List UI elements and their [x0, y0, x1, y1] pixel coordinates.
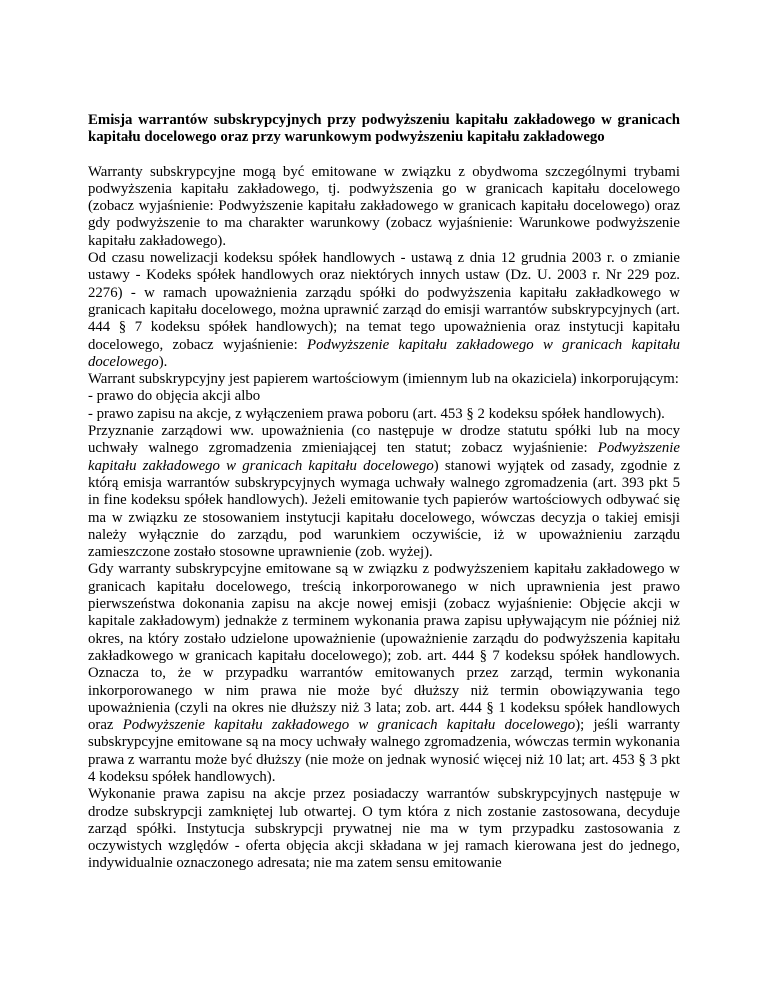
paragraph	[88, 250, 680, 371]
paragraph-text: ); jeśli warranty subskrypcyjne emitowane są na mocy uchwały walnego zgromadzenia, wówczas termin wykonania prawa z warrantu może być dłuższy (nie może on jednak wynosić więcej niż 10 lat; art. 453 § 3 pkt 4 kodeksu spółek handlowych).	[88, 717, 680, 785]
document-body	[88, 164, 680, 873]
paragraph-text: - prawo do objęcia akcji albo	[88, 388, 261, 405]
document-title: Emisja warrantów subskrypcyjnych przy podwyższeniu kapitału zakładowego w granicach kapitału docelowego oraz przy warunkowym podwyższeniu kapitału zakładowego	[88, 112, 680, 146]
paragraph-text: Wykonanie prawa zapisu na akcje przez posiadaczy warrantów subskrypcyjnych następuje w drodze subskrypcji zamkniętej lub otwartej. O tym która z nich zostanie zastosowana, decyduje zarząd spółki. Instytucja subskrypcji prywatnej nie ma w tym przypadku zastosowania z oczywistych względów - oferta objęcia akcji składana w jej ramach kierowana jest do jednego, indywidualnie oznaczonego adresata; nie ma zatem sensu emitowanie	[88, 786, 680, 872]
paragraph	[88, 561, 680, 786]
paragraph-text: ).	[158, 353, 168, 370]
paragraph-text: Warranty subskrypcyjne mogą być emitowane w związku z obydwoma szczególnymi trybami podwyższenia kapitału zakładowego, tj. podwyższenia go w granicach kapitału docelowego (zobacz wyjaśnienie: Podwyższenie kapitału zakładowego w granicach kapitału docelowego) oraz gdy podwyższenie to ma charakter warunkowy (zobacz wyjaśnienie: Warunkowe podwyższenie kapitału zakładowego).	[88, 163, 680, 249]
paragraph-text: Od czasu nowelizacji kodeksu spółek handlowych - ustawą z dnia 12 grudnia 2003 r. o zmianie ustawy - Kodeks spółek handlowych oraz niektórych innych ustaw (Dz. U. 2003 r. Nr 229 poz. 2276) - w ramach upoważnienia zarządu spółki do podwyższenia kapitału zakładkowego w granicach kapitału docelowego, można uprawnić zarząd do emisji warrantów subskrypcyjnych (art. 444 § 7 kodeksu spółek handlowych); na temat tego upoważnienia oraz instytucji kapitału docelowego, zobacz wyjaśnienie:	[88, 250, 680, 353]
paragraph-text: Przyznanie zarządowi ww. upoważnienia (co następuje w drodze statutu spółki lub na mocy uchwały walnego zgromadzenia zmieniającej ten statut; zobacz wyjaśnienie:	[88, 423, 680, 457]
paragraph	[88, 406, 680, 423]
italic-reference: Podwyższenie kapitału zakładowego w granicach kapitału docelowego	[88, 440, 680, 474]
paragraph	[88, 786, 680, 872]
document-page	[88, 112, 680, 873]
paragraph-text: - prawo zapisu na akcje, z wyłączeniem prawa poboru (art. 453 § 2 kodeksu spółek handlowych).	[88, 405, 665, 422]
italic-reference: Podwyższenie kapitału zakładowego w granicach kapitału docelowego	[88, 336, 680, 370]
paragraph	[88, 423, 680, 561]
italic-reference: Podwyższenie kapitału zakładowego w granicach kapitału docelowego	[122, 717, 576, 734]
paragraph-text: ) stanowi wyjątek od zasady, zgodnie z którą emisja warrantów subskrypcyjnych wymaga uchwały walnego zgromadzenia (art. 393 pkt 5 in fine kodeksu spółek handlowych). Jeżeli emitowanie tych papierów wartościowych odbywać się ma w związku ze stosowaniem instytucji kapitału docelowego, wówczas decyzja o takiej emisji należy wyłącznie do zarządu, pod warunkiem oczywiście, iż w upoważnieniu zarządu zamieszczone zostało stosowne uprawnienie (zob. wyżej).	[88, 457, 680, 561]
paragraph	[88, 164, 680, 250]
paragraph-text: Warrant subskrypcyjny jest papierem wartościowym (imiennym lub na okaziciela) inkorporującym:	[88, 371, 679, 388]
paragraph	[88, 371, 680, 388]
paragraph-text: Gdy warranty subskrypcyjne emitowane są w związku z podwyższeniem kapitału zakładowego w granicach kapitału docelowego, treścią inkorporowanego w nich uprawnienia jest prawo pierwszeństwa dokonania zapisu na akcje nowej emisji (zobacz wyjaśnienie: Objęcie akcji w kapitale zakładowym) jednakże z terminem wykonania prawa zapisu upływającym nie później niż okres, na który zostało udzielone upoważnienie (upoważnienie zarządu do podwyższenia kapitału zakładkowego w granicach kapitału docelowego); zob. art. 444 § 7 kodeksu spółek handlowych. Oznacza to, że w przypadku warrantów emitowanych przez zarząd, termin wykonania inkorporowanego w nim prawa nie może być dłuższy niż termin obowiązywania tego upoważnienia (czyli na okres nie dłuższy niż 3 lata; zob. art. 444 § 1 kodeksu spółek handlowych oraz	[88, 561, 680, 734]
paragraph	[88, 388, 680, 405]
